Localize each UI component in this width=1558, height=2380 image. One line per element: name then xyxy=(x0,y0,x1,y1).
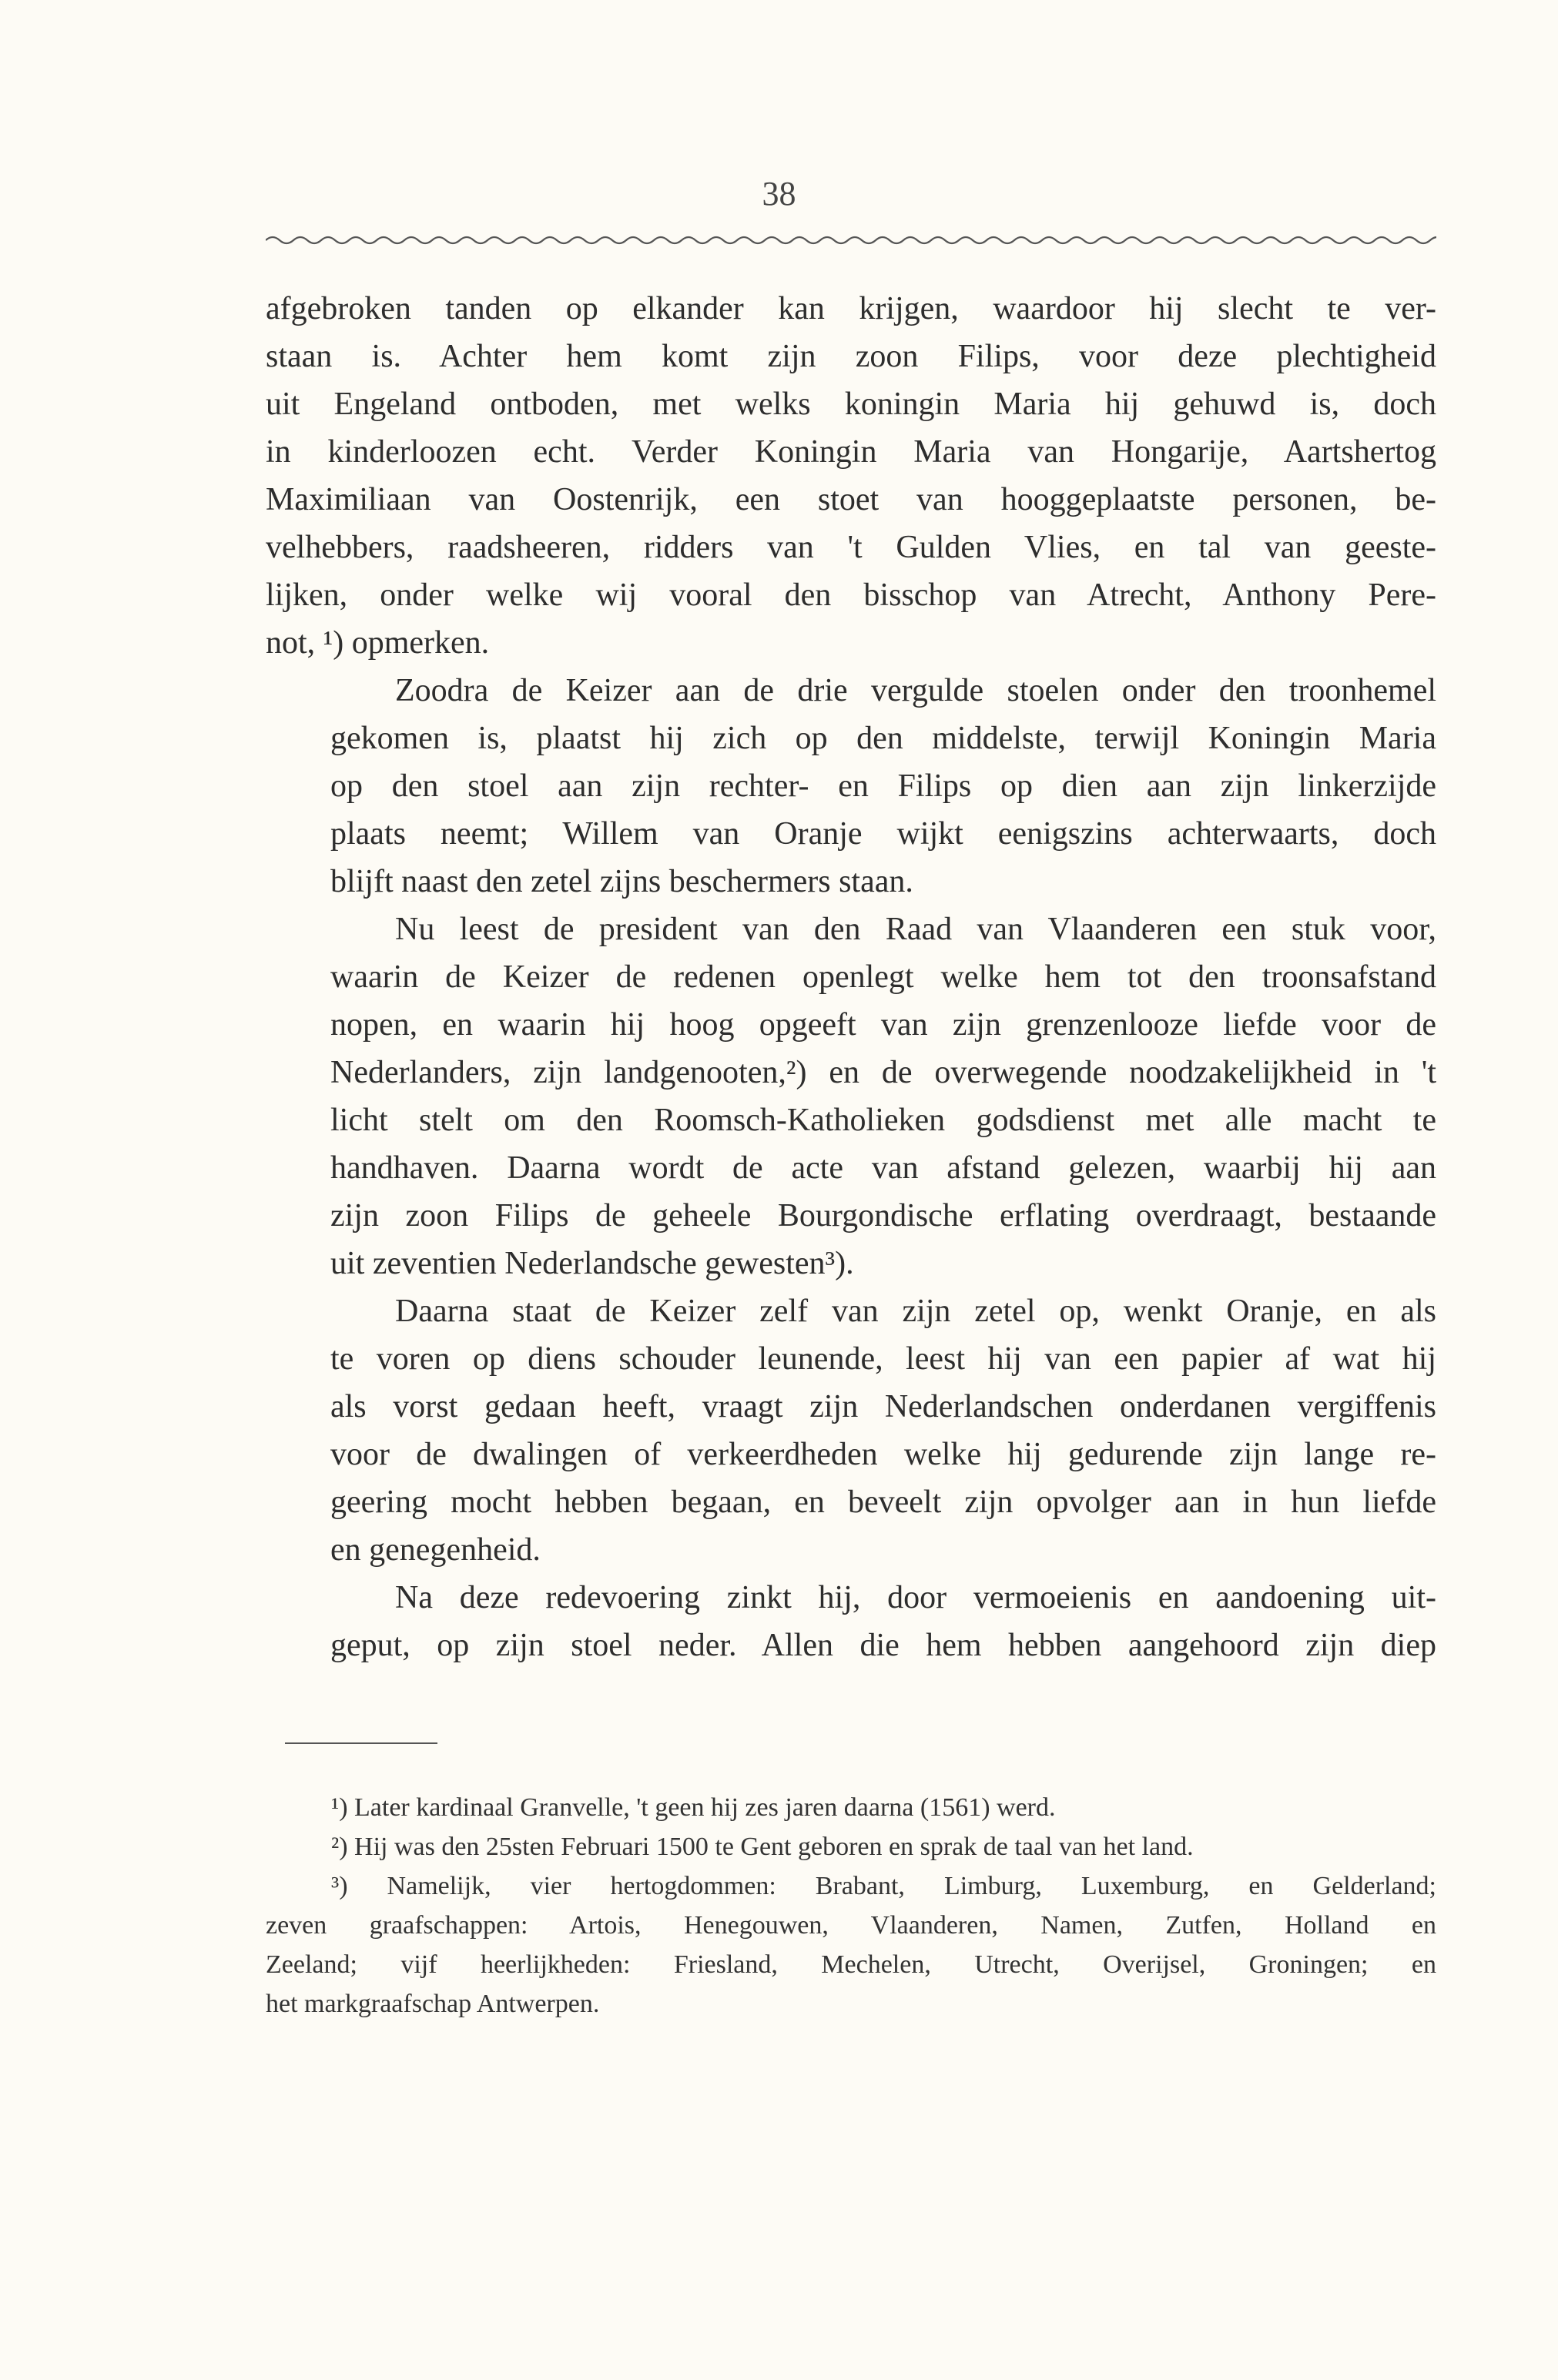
text-line: in kinderloozen echt. Verder Koningin Maria van Hongarije, Aartshertog xyxy=(266,434,1436,470)
text-line: Zoodra de Keizer aan de drie vergulde stoelen onder den troonhemel xyxy=(395,673,1436,708)
footnote-2 xyxy=(266,1827,1436,1866)
wavy-rule-ornament xyxy=(266,231,1436,249)
footnote-line: zeven graafschappen: Artois, Henegouwen, Vlaanderen, Namen, Zutfen, Holland en xyxy=(266,1911,1436,1940)
text-line: geput, op zijn stoel neder. Allen die hem hebben aangehoord zijn diep xyxy=(330,1628,1436,1663)
text-line: Na deze redevoering zinkt hij, door vermoeienis en aandoening uit- xyxy=(395,1580,1436,1615)
text-line: staan is. Achter hem komt zijn zoon Filips, voor deze plechtigheid xyxy=(266,339,1436,374)
main-text xyxy=(266,285,1436,1669)
paragraph-1 xyxy=(266,285,1436,667)
paragraph-2 xyxy=(266,667,1436,905)
text-line: Maximiliaan van Oostenrijk, een stoet van hooggeplaatste personen, be- xyxy=(266,482,1436,517)
text-line: nopen, en waarin hij hoog opgeeft van zijn grenzenlooze liefde voor de xyxy=(330,1007,1436,1043)
text-line: uit zeventien Nederlandsche gewesten³). xyxy=(330,1246,854,1281)
text-line: blijft naast den zetel zijns beschermers staan. xyxy=(330,864,913,899)
footnote-text: Hij was den 25sten Februari 1500 te Gent geboren en sprak de taal van het land. xyxy=(354,1833,1194,1861)
text-line: te voren op diens schouder leunende, leest hij van een papier af wat hij xyxy=(330,1341,1436,1377)
paragraph-5 xyxy=(266,1574,1436,1669)
text-line: waarin de Keizer de redenen openlegt welke hem tot den troonsafstand xyxy=(330,959,1436,995)
text-line: als vorst gedaan heeft, vraagt zijn Nederlandschen onderdanen vergiffenis xyxy=(330,1389,1436,1424)
text-line: geering mocht hebben begaan, en beveelt zijn opvolger aan in hun liefde xyxy=(330,1485,1436,1520)
text-line: licht stelt om den Roomsch-Katholieken godsdienst met alle macht te xyxy=(330,1103,1436,1138)
footnote-line xyxy=(266,1866,1436,1906)
footnote-text: Namelijk, vier hertogdommen: Brabant, Limburg, Luxemburg, en Gelderland; xyxy=(387,1872,1436,1900)
footnote-line: Zeeland; vijf heerlijkheden: Friesland, Mechelen, Utrecht, Overijsel, Groningen; en xyxy=(266,1950,1436,1979)
footnote-1 xyxy=(266,1788,1436,1827)
footnote-3 xyxy=(266,1866,1436,2024)
footnote-separator xyxy=(285,1742,437,1744)
text-line: afgebroken tanden op elkander kan krijgen, waardoor hij slecht te ver- xyxy=(266,291,1436,326)
text-line: op den stoel aan zijn rechter- en Filips op dien aan zijn linkerzijde xyxy=(330,768,1436,804)
text-line: Daarna staat de Keizer zelf van zijn zetel op, wenkt Oranje, en als xyxy=(395,1294,1436,1329)
text-line: plaats neemt; Willem van Oranje wijkt eenigszins achterwaarts, doch xyxy=(330,816,1436,852)
footnote-line xyxy=(266,1827,1436,1866)
text-line: Nu leest de president van den Raad van Vlaanderen een stuk voor, xyxy=(395,912,1436,947)
footnotes xyxy=(266,1788,1436,2024)
footnote-text: Later kardinaal Granvelle, 't geen hij zes jaren daarna (1561) werd. xyxy=(354,1793,1056,1822)
footnote-marker: ²) xyxy=(331,1833,348,1861)
text-line: velhebbers, raadsheeren, ridders van 't Gulden Vlies, en tal van geeste- xyxy=(266,530,1436,565)
text-line: not, ¹) opmerken. xyxy=(266,625,490,661)
text-line: lijken, onder welke wij vooral den bisschop van Atrecht, Anthony Pere- xyxy=(266,577,1436,613)
text-line: voor de dwalingen of verkeerdheden welke hij gedurende zijn lange re- xyxy=(330,1437,1436,1472)
text-line: uit Engeland ontboden, met welks koningin Maria hij gehuwd is, doch xyxy=(266,387,1436,422)
footnote-line: het markgraafschap Antwerpen. xyxy=(266,1990,600,2018)
footnote-line xyxy=(266,1788,1436,1827)
paragraph-4 xyxy=(266,1287,1436,1574)
page-number: 38 xyxy=(762,175,796,213)
text-line: Nederlanders, zijn landgenooten,²) en de overwegende noodzakelijkheid in 't xyxy=(330,1055,1436,1090)
footnote-marker: ¹) xyxy=(331,1793,348,1822)
text-line: gekomen is, plaatst hij zich op den middelste, terwijl Koningin Maria xyxy=(330,721,1436,756)
text-line: en genegenheid. xyxy=(330,1532,541,1568)
text-line: handhaven. Daarna wordt de acte van afstand gelezen, waarbij hij aan xyxy=(330,1150,1436,1186)
footnote-marker: ³) xyxy=(331,1872,348,1900)
text-line: zijn zoon Filips de geheele Bourgondische erflating overdraagt, bestaande xyxy=(330,1198,1436,1234)
paragraph-3 xyxy=(266,905,1436,1287)
